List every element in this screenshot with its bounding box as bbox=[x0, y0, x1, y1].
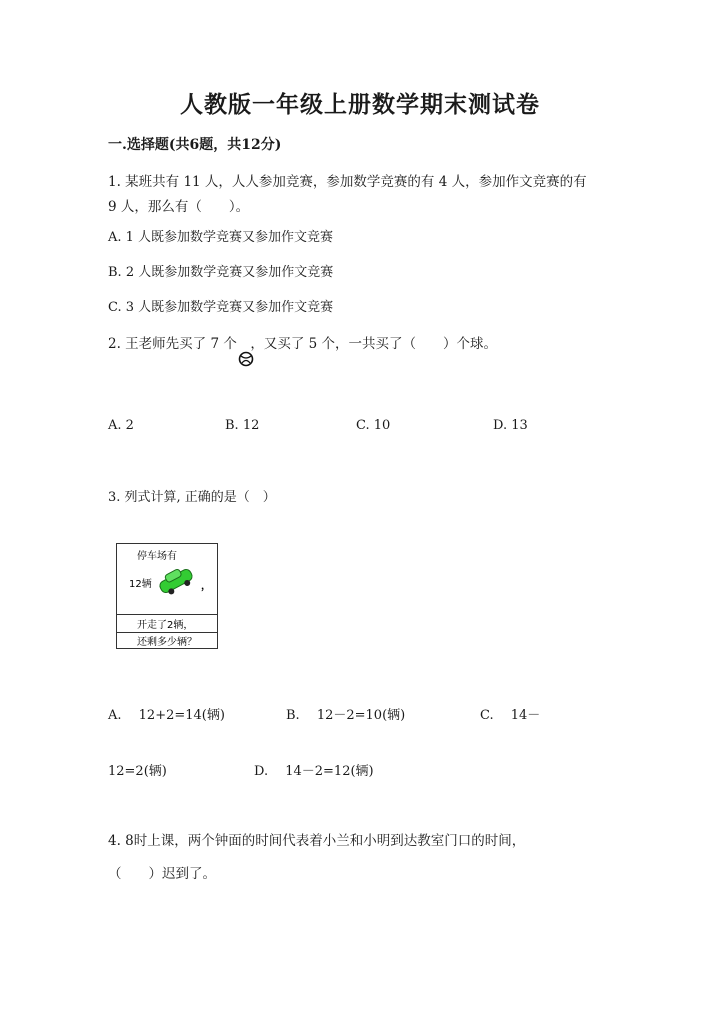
figure-line1: 停车场有 bbox=[137, 551, 177, 562]
figure-top-panel bbox=[117, 544, 217, 615]
q2-option-d: D. 13 bbox=[493, 418, 528, 433]
q3-option-a: A. 12+2=14(辆) bbox=[108, 708, 225, 723]
figure-line3: 还剩多少辆？ bbox=[137, 637, 197, 648]
q1-option-a: A. 1 人既参加数学竞赛又参加作文竞赛 bbox=[108, 230, 334, 245]
q3-text: 3. 列式计算, 正确的是（ ） bbox=[108, 490, 276, 505]
q3-option-d: D. 14－2=12(辆) bbox=[254, 764, 374, 779]
q2-option-b: B. 12 bbox=[225, 418, 260, 433]
page-title: 人教版一年级上册数学期末测试卷 bbox=[180, 91, 540, 118]
q1-text-line2: 9 人，那么有（ ）。 bbox=[108, 199, 250, 215]
q3-option-c: C. 14－ bbox=[480, 708, 541, 723]
q1-text-line1: 1. 某班共有 11 人，人人参加竞赛，参加数学竞赛的有 4 人，参加作文竞赛的有 bbox=[108, 174, 587, 190]
figure-middle-panel bbox=[117, 614, 217, 633]
q4-text-line1: 4. 8时上课，两个钟面的时间代表着小兰和小明到达教室门口的时间， bbox=[108, 833, 526, 849]
q3-option-c-continued: 12=2(辆) bbox=[108, 764, 167, 779]
q2-option-a: A. 2 bbox=[108, 418, 134, 433]
figure-bottom-panel bbox=[117, 632, 217, 649]
figure-line2: 开走了2辆， bbox=[137, 620, 194, 631]
q4-text-line2: （ ）迟到了。 bbox=[108, 866, 216, 882]
q3-option-b: B. 12－2=10(辆) bbox=[286, 708, 406, 723]
figure-comma: ， bbox=[201, 581, 211, 592]
section-heading: 一.选择题(共6题，共12分) bbox=[108, 137, 282, 153]
q2-option-c: C. 10 bbox=[356, 418, 391, 433]
figure-count: 12辆 bbox=[129, 579, 152, 590]
q1-option-c: C. 3 人既参加数学竞赛又参加作文竞赛 bbox=[108, 300, 334, 315]
q2-text: 2. 王老师先买了 7 个 ，又买了 5 个，一共买了（ ）个球。 bbox=[108, 336, 498, 352]
q1-option-b: B. 2 人既参加数学竞赛又参加作文竞赛 bbox=[108, 265, 334, 280]
car-icon bbox=[155, 566, 197, 596]
ball-icon bbox=[238, 351, 254, 367]
parking-lot-figure bbox=[116, 543, 218, 649]
